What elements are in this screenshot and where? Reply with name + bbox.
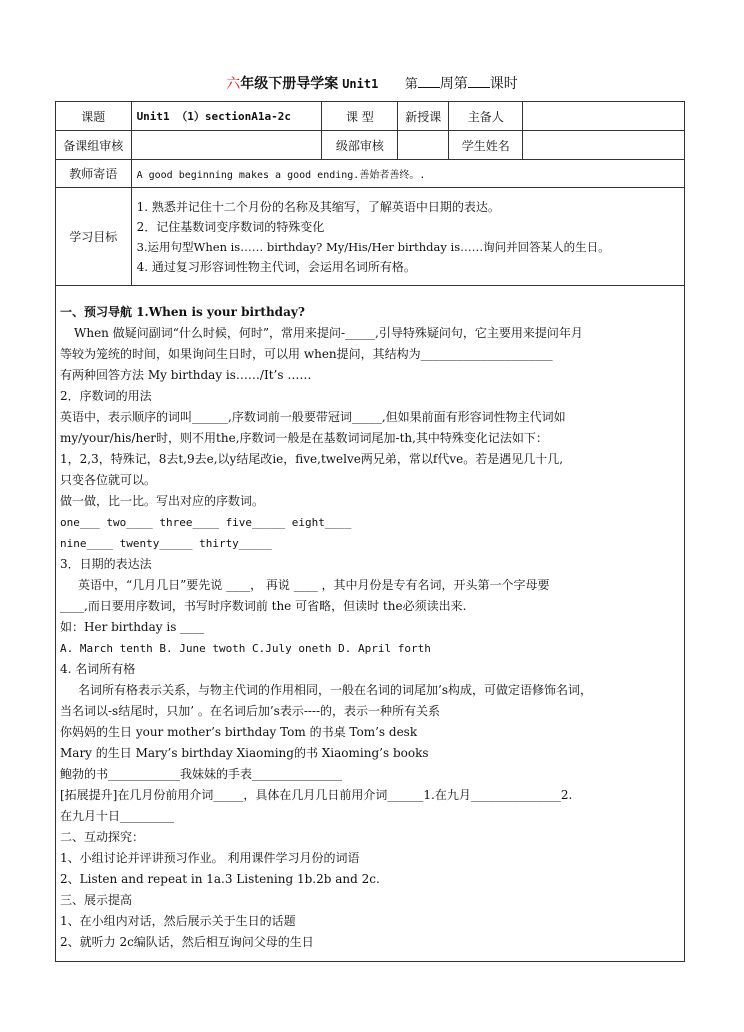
cell-topic-value: Unit1 （1）sectionA1a-2c bbox=[131, 102, 322, 131]
goal-3: 3.运用句型When is…… birthday? My/His/Her birthday is……询问并回答某人的生日。 bbox=[136, 239, 610, 254]
cell-type-value: 新授课 bbox=[398, 102, 449, 131]
cell-group-review-label: 备课组审核 bbox=[56, 131, 132, 160]
subheading-ordinal: 2．序数词的用法 bbox=[60, 389, 152, 403]
cell-preparer-label: 主备人 bbox=[449, 102, 523, 131]
goal-1: 1. 熟悉并记住十二个月份的名称及其缩写，了解英语中日期的表达。 bbox=[136, 199, 500, 214]
lesson-blank[interactable] bbox=[468, 74, 490, 88]
header-row-goals bbox=[56, 188, 685, 286]
text-line: 2、Listen and repeat in 1a.3 Listening 1b.2b and 2c. bbox=[60, 872, 380, 886]
header-row-message bbox=[56, 160, 685, 188]
subheading-possessive: 4. 名词所有格 bbox=[60, 662, 136, 676]
example-line: 如：Her birthday is ____ bbox=[60, 620, 205, 634]
section-preview-heading: 一、预习导航 1.When is your birthday? bbox=[60, 305, 305, 319]
content-body bbox=[60, 302, 682, 953]
title-lesson-label: 课时 bbox=[489, 76, 518, 92]
cell-goals-label: 学习目标 bbox=[56, 188, 132, 286]
text-line: 1，2,3，特殊记，8去t,9去e,以y结尾改ie，five,twelve两兄弟，常以f代ve。若是遇见几十几, bbox=[60, 452, 564, 466]
exercise-line: nine____ twenty_____ thirty_____ bbox=[60, 537, 272, 550]
week-blank[interactable] bbox=[418, 74, 440, 88]
example-line: Mary 的生日 Mary’s birthday Xiaoming的书 Xiaoming’s books bbox=[60, 746, 429, 760]
subheading-date: 3．日期的表达法 bbox=[60, 557, 152, 571]
title-week-label: 第 bbox=[404, 77, 418, 92]
exercise-line: one___ two____ three____ five_____ eight____ bbox=[60, 516, 352, 529]
cell-type-label: 课 型 bbox=[322, 102, 398, 131]
cell-group-review-value[interactable] bbox=[131, 131, 322, 160]
text-line: 英语中，表示顺序的词叫______,序数词前一般要带冠词_____,但如果前面有形容词性物主代词如 bbox=[60, 410, 566, 424]
section-show-heading: 三、展示提高 bbox=[60, 893, 133, 907]
header-row-topic bbox=[56, 102, 685, 131]
cell-grade-review-value[interactable] bbox=[398, 131, 449, 160]
goal-2: 2．记住基数词变序数词的特殊变化 bbox=[136, 219, 325, 234]
text-line: When 做疑问副词“什么时候，何时”，常用来提问-_____,引导特殊疑问句，它主要用来提问年月 bbox=[74, 326, 583, 340]
header-table bbox=[55, 101, 685, 286]
text-line: 当名词以-s结尾时，只加’ 。在名词后加’s表示----的，表示一种所有关系 bbox=[60, 704, 441, 718]
text-line: ____,而日要用序数词，书写时序数词前 the 可省略，但读时 the必须读出来. bbox=[60, 599, 467, 613]
cell-student-name-label: 学生姓名 bbox=[449, 131, 523, 160]
page-title bbox=[0, 74, 744, 95]
cell-preparer-value[interactable] bbox=[523, 102, 685, 131]
title-unit: Unit1 bbox=[342, 77, 379, 91]
extension-line: [拓展提升]在几月份前用介词_____，具体在几月几日前用介词______1.在九月_______________2. bbox=[60, 788, 573, 802]
text-line: 有两种回答方法 My birthday is……/It’s …… bbox=[60, 368, 312, 382]
header-row-review bbox=[56, 131, 685, 160]
cell-message-label: 教师寄语 bbox=[56, 160, 132, 188]
goal-4: 4. 通过复习形容词性物主代词，会运用名词所有格。 bbox=[136, 259, 416, 274]
cell-grade-review-label: 级部审核 bbox=[322, 131, 398, 160]
cell-message-value: A good beginning makes a good ending.善始者善终。. bbox=[131, 160, 684, 188]
text-line: 英语中，“几月几日”要先说 ____， 再说 ____ ，其中月份是专有名词，开头第一个字母要 bbox=[78, 578, 550, 592]
text-line: 名词所有格表示关系，与物主代词的作用相同，一般在名词的词尾加’s构成，可做定语修饰名词， bbox=[78, 683, 592, 697]
cell-student-name-value[interactable] bbox=[523, 131, 685, 160]
title-main: 年级下册导学案 bbox=[240, 76, 339, 92]
text-line: my/your/his/her时，则不用the,序数词一般是在基数词词尾加-th,其中特殊变化记法如下： bbox=[60, 431, 548, 445]
text-line: 1、在小组内对话，然后展示关于生日的话题 bbox=[60, 914, 296, 928]
text-line: 等较为笼统的时间，如果询问生日时，可以用 when提问，其结构为______________________ bbox=[60, 347, 553, 361]
title-grade: 六 bbox=[226, 76, 241, 92]
choice-line: A. March tenth B. June twoth C.July oneth D. April forth bbox=[60, 642, 431, 655]
text-line: 2、就听力 2c编队话，然后相互询问父母的生日 bbox=[60, 935, 314, 949]
extension-line: 在九月十日_________ bbox=[60, 809, 175, 823]
example-line: 你妈妈的生日 your mother’s birthday Tom 的书桌 Tom’s desk bbox=[60, 725, 418, 739]
cell-goals-value bbox=[131, 188, 684, 286]
text-line: 只变各位就可以。 bbox=[60, 473, 157, 487]
cell-topic-label: 课题 bbox=[56, 102, 132, 131]
text-line: 1、小组讨论并评讲预习作业。 利用课件学习月份的词语 bbox=[60, 851, 360, 865]
title-week2-label: 周第 bbox=[439, 76, 468, 92]
section-interaction-heading: 二、互动探究： bbox=[60, 830, 145, 844]
text-line: 做一做，比一比。写出对应的序数词。 bbox=[60, 494, 265, 508]
exercise-line: 鲍勃的书____________我妹妹的手表_______________ bbox=[60, 767, 343, 781]
